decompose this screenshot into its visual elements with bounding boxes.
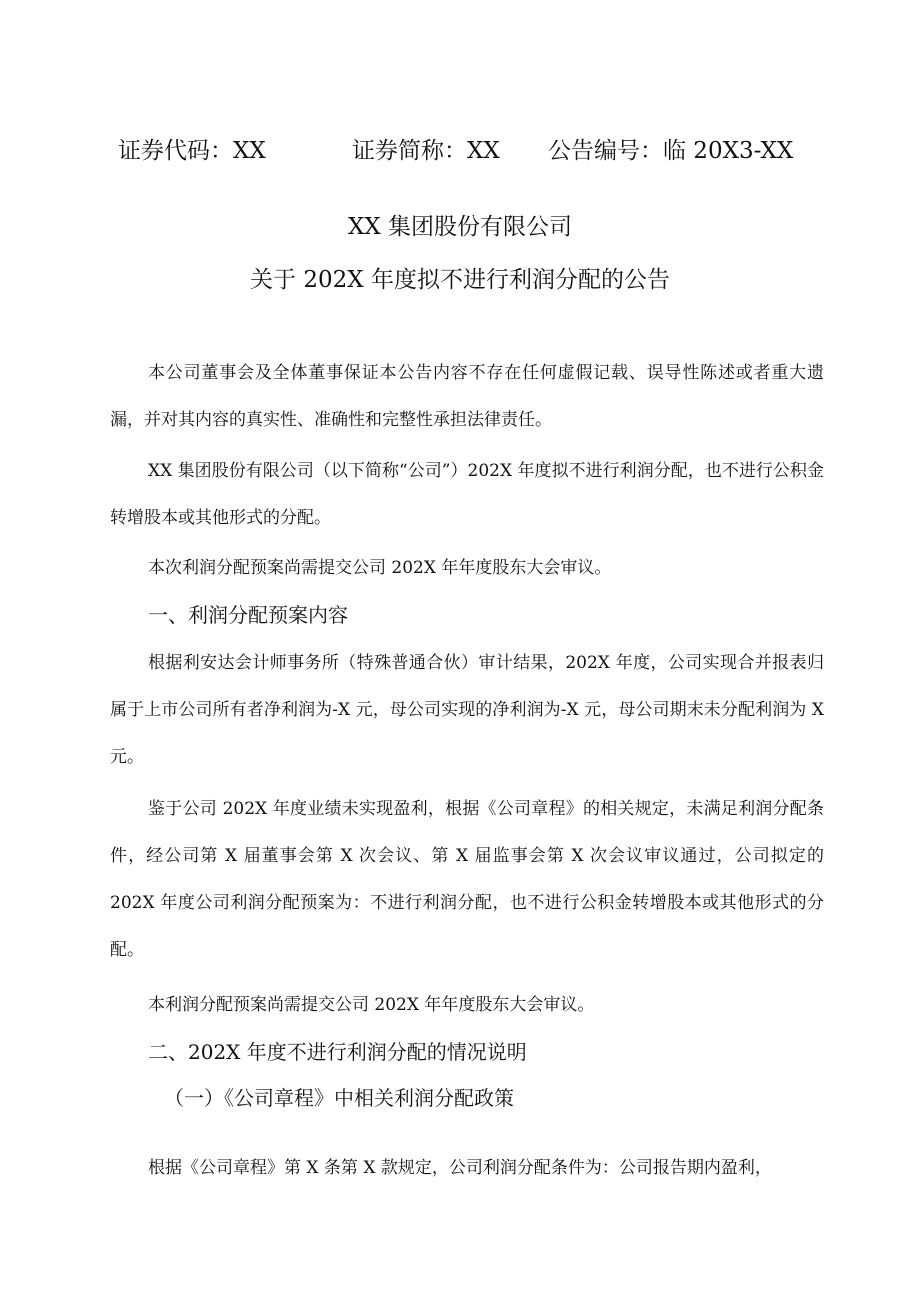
section-heading-2: 二、202X 年度不进行利润分配的情况说明: [148, 1040, 527, 1064]
disclaimer-paragraph: 本公司董事会及全体董事保证本公告内容不存在任何虚假记载、误导性陈述或者重大遗漏，并对其内容的真实性、准确性和完整性承担法律责任。: [110, 363, 824, 430]
stock-name: 证券简称：XX: [352, 138, 500, 164]
approval-note-paragraph: 本次利润分配预案尚需提交公司 202X 年年度股东大会审议。: [148, 558, 612, 578]
stock-code: 证券代码：XX: [118, 138, 266, 164]
subsection-heading-1: （一）《公司章程》中相关利润分配政策: [164, 1086, 514, 1110]
announcement-number: 公告编号：临 20X3-XX: [548, 138, 794, 164]
section-heading-1: 一、利润分配预案内容: [148, 603, 348, 627]
approval-note-paragraph-2: 本利润分配预案尚需提交公司 202X 年年度股东大会审议。: [148, 995, 595, 1015]
articles-paragraph: 根据《公司章程》第 X 条第 X 款规定，公司利润分配条件为：公司报告期内盈利，: [148, 1158, 772, 1178]
company-title: XX 集团股份有限公司: [347, 214, 573, 240]
distribution-plan-paragraph: 鉴于公司 202X 年度业绩未实现盈利，根据《公司章程》的相关规定，未满足利润分配条件，经公司第 X 届董事会第 X 次会议、第 X 届监事会第 X 次会议审议通过，公司拟定的 202X 年度公司利润分配预案为：不进行利润分配，也不进行公积金转增股本或其他形式的分配。: [110, 799, 824, 960]
audit-result-paragraph: 根据利安达会计师事务所（特殊普通合伙）审计结果，202X 年度，公司实现合并报表归属于上市公司所有者净利润为-X 元，母公司实现的净利润为-X 元，母公司期末未分配利润为 X 元。: [110, 653, 824, 767]
announcement-title: 关于 202X 年度拟不进行利润分配的公告: [250, 267, 670, 293]
summary-paragraph: XX 集团股份有限公司（以下简称“公司”）202X 年度拟不进行利润分配，也不进行公积金转增股本或其他形式的分配。: [110, 461, 824, 528]
